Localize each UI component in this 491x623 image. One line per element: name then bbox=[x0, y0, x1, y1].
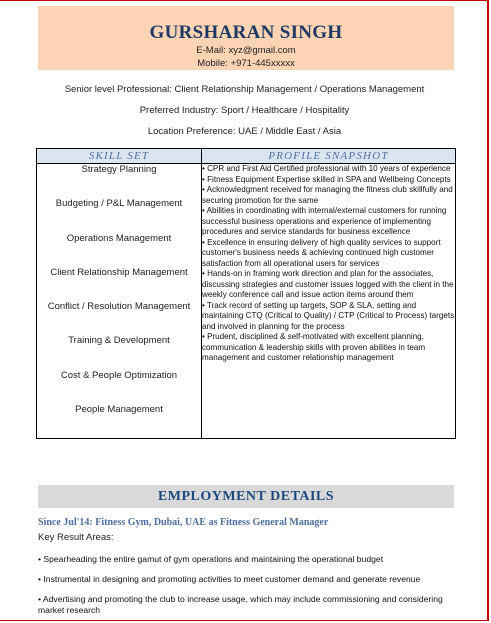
resume-header bbox=[38, 6, 454, 70]
responsibility-item: • Spearheading the entire gamut of gym operations and maintaining the operational budget bbox=[38, 554, 384, 564]
location-preference: Location Preference: UAE / Middle East / Asia bbox=[147, 126, 342, 137]
snapshot-bullet: • Fitness Equipment Expertise skilled in SPA and Wellbeing Concepts bbox=[202, 174, 451, 184]
skill-item: Cost & People Optimization bbox=[60, 369, 178, 381]
snapshot-bullet: • Prudent, disciplined & self-motivated with excellent planning, communication & leadership skills with proven abilities in team management and customer relationship management bbox=[202, 332, 426, 362]
responsibility-item: • Instrumental in designing and promoting activities to meet customer demand and generate revenue bbox=[38, 574, 421, 584]
snapshot-bullet: • Acknowledgment received for managing the fitness club skillfully and securing promotion for the same bbox=[202, 185, 453, 205]
snapshot-bullet: • Hands-on in framing work direction and plan for the associates, discussing strategies and customer issues logged with the client in the weekly conference call and issue action items around them bbox=[202, 269, 454, 299]
key-result-areas-label: Key Result Areas: bbox=[38, 532, 114, 543]
profile-summary: Senior level Professional: Client Relationship Management / Operations Management bbox=[64, 84, 425, 95]
skill-item: Operations Management bbox=[66, 232, 172, 244]
skill-item: Training & Development bbox=[68, 335, 170, 347]
mobile-line: Mobile: +971-445xxxxx bbox=[197, 58, 295, 69]
snapshot-bullet: • Abilities in coordinating with internal/external customers for running successful business operations and experience of implementing procedures and service standards for business excellence bbox=[202, 206, 447, 236]
skill-list bbox=[37, 164, 202, 439]
candidate-name: GURSHARAN SINGH bbox=[149, 22, 343, 43]
employment-title: EMPLOYMENT DETAILS bbox=[157, 489, 335, 504]
skill-item: People Management bbox=[75, 404, 163, 416]
profile-snapshot-header: PROFILE SNAPSHOT bbox=[202, 149, 456, 164]
snapshot-bullet: • CPR and First Aid Certified professional with 10 years of experience bbox=[202, 164, 451, 173]
skill-item: Conflict / Resolution Management bbox=[47, 301, 191, 313]
responsibility-item: • Advertising and promoting the club to increase usage, which may include commissioning and considering market research bbox=[38, 594, 443, 615]
email-line: E-Mail: xyz@gmail.com bbox=[196, 45, 296, 56]
skill-item: Client Relationship Management bbox=[50, 266, 188, 278]
job-title: Since Jul'14: Fitness Gym, Dubai, UAE as Fitness General Manager bbox=[38, 517, 329, 528]
employment-section-bar bbox=[38, 485, 454, 508]
skill-item: Budgeting / P&L Management bbox=[55, 198, 183, 210]
skills-table bbox=[36, 148, 456, 439]
skill-item: Strategy Planning bbox=[81, 164, 157, 175]
snapshot-bullet: • Excellence in ensuring delivery of high quality services to support customer's business needs & achieving continued high customer satisfaction from all operational users for services bbox=[202, 237, 441, 268]
skill-set-header: SKILL SET bbox=[37, 149, 202, 164]
snapshot-bullet: • Track record of setting up targets, SOP & SLA, setting and maintaining CTQ (Critical to Quality) / CTP (Critical to Process) targets and involved in planning for the process bbox=[202, 300, 455, 331]
profile-snapshot-list bbox=[202, 164, 456, 439]
preferred-industry: Preferred Industry: Sport / Healthcare / Hospitality bbox=[139, 105, 350, 116]
